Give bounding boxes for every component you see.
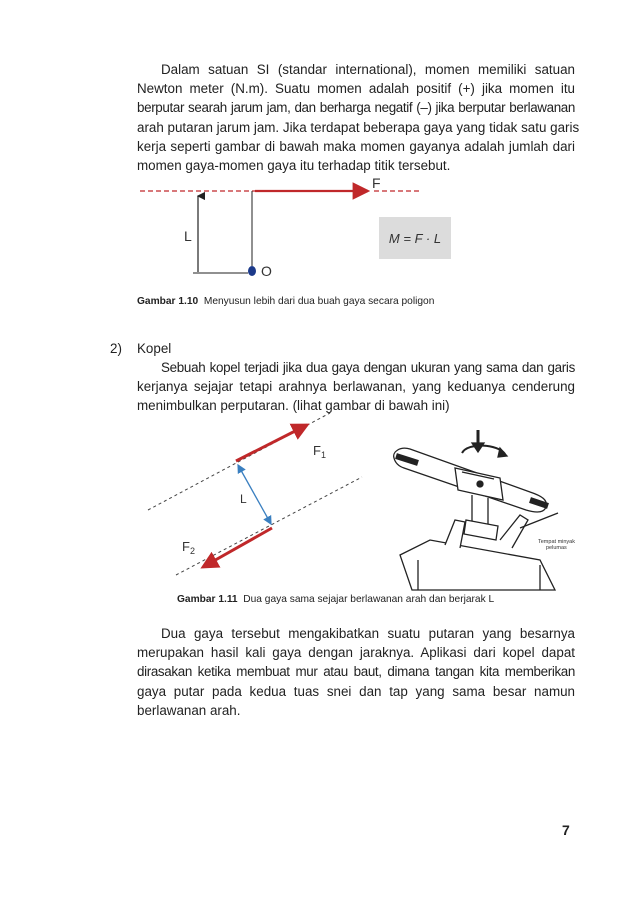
caption-text: Dua gaya sama sejajar berlawanan arah dan berjarak L <box>243 594 495 605</box>
line-of-action-f2 <box>176 477 362 575</box>
text-line: dirasakan ketika membuat mur atau baut, dimana tangan kita memberikan <box>137 664 575 680</box>
figure-caption-1-11 <box>177 594 494 605</box>
force-label: F <box>372 175 381 191</box>
text-line: merupakan hasil kali gaya dengan jaraknya. Aplikasi dari kopel dapat <box>137 645 575 661</box>
tool-label-line1: Tempat minyak <box>538 539 575 545</box>
formula-text: M = F · L <box>388 230 442 246</box>
text-line: kerjanya sejajar tetapi arahnya berlawanan, yang keduanya cenderung <box>137 379 575 395</box>
pivot-label: O <box>261 263 272 279</box>
section-number: 2) <box>110 341 122 356</box>
text-line: momen gaya-momen gaya itu terhadap titik tersebut. <box>137 158 451 174</box>
text-line: Dua gaya tersebut mengakibatkan suatu putaran yang besarnya <box>161 626 575 641</box>
text-line: berputar searah jarum jam, dan berharga negatif (–) jika berputar berlawanan <box>137 100 575 116</box>
text-line: Dalam satuan SI (standar international), momen memiliki satuan <box>161 62 575 77</box>
text-line: arah putaran jarum jam. Jika terdapat beberapa gaya yang tidak satu garis <box>137 119 580 135</box>
length-label: L <box>184 228 192 244</box>
tap-wrench-illustration <box>394 430 558 590</box>
tool-label-line2: pelumas <box>546 545 567 551</box>
force-arrow-f2 <box>203 528 272 567</box>
text-line: berlawanan arah. <box>137 702 241 718</box>
paragraph-kopel-application <box>137 624 575 720</box>
section-heading-kopel <box>110 341 171 356</box>
text-line: Sebuah kopel terjadi jika dua gaya dengan ukuran yang sama dan garis <box>161 360 575 375</box>
formula-box <box>379 217 451 259</box>
pivot-point <box>248 266 256 276</box>
text-line: menimbulkan perputaran. (lihat gambar di bawah ini) <box>137 398 450 414</box>
caption-number: Gambar 1.11 <box>177 594 238 605</box>
label-f2: $F_2$ <box>182 539 195 556</box>
text-line: kerja seperti gambar di bawah maka momen gayanya adalah jumlah dari <box>137 138 575 154</box>
text-line: Newton meter (N.m). Suatu momen adalah positif (+) jika momen itu <box>137 81 575 97</box>
force-arrow-f1 <box>236 425 307 461</box>
label-f1: $F_1$ <box>313 443 326 460</box>
text-line: gaya putar pada kedua tuas snei dan tap yang sama besar namun <box>137 683 575 699</box>
section-title: Kopel <box>137 341 172 356</box>
page-number: 7 <box>562 822 570 838</box>
paragraph-kopel-definition <box>137 358 575 416</box>
figure-caption-1-10 <box>137 296 434 307</box>
caption-number: Gambar 1.10 <box>137 296 199 307</box>
label-length-couple: L <box>240 492 247 506</box>
caption-text: Menyusun lebih dari dua buah gaya secara poligon <box>203 296 435 307</box>
